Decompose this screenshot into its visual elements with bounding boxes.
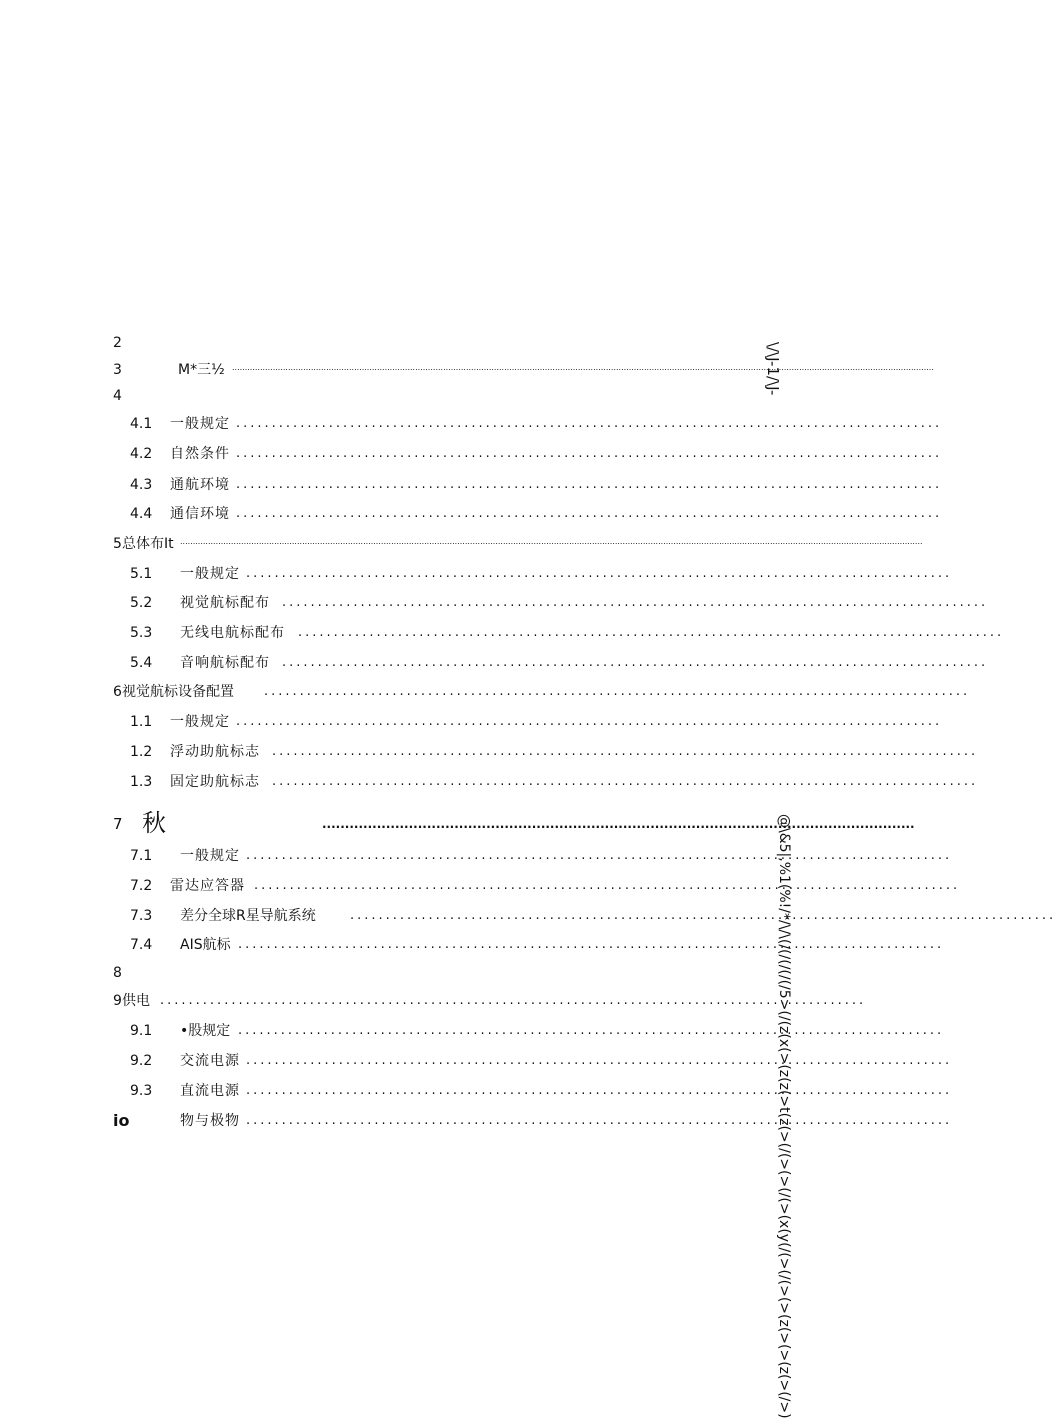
section-number: 7 [113, 815, 123, 833]
section-title: 视觉航标设备配置 [122, 684, 234, 700]
dot-leader: ................................................................................................... [246, 1113, 953, 1128]
section-title: 一般规定 [170, 714, 230, 730]
dot-leader: ................................................................................................... [236, 714, 943, 729]
dot-leader: .................................................................................................................................. [322, 817, 915, 831]
dot-leader: ................................................................................................... [350, 908, 1056, 923]
section-number: 1.1 [130, 714, 153, 730]
dot-leader: ................................................................................................... [282, 595, 989, 610]
section-title: M*三½ [178, 362, 225, 378]
dot-leader: ................................................................................................... [272, 744, 979, 759]
section-title: 交流电源 [180, 1053, 240, 1069]
page-number-column-top: \/\J-1/\J- [764, 342, 782, 396]
section-title: 差分全球R星导航系统 [180, 908, 316, 924]
dot-leader: ................................................................................................... [238, 937, 945, 952]
dot-leader: ................................................................................................... [236, 416, 943, 431]
section-title: 直流电源 [180, 1083, 240, 1099]
section-number: 4 [113, 388, 122, 404]
section-number: 4.1 [130, 416, 153, 432]
dot-leader: ................................................................................................... [246, 566, 953, 581]
section-number: 5.1 [130, 566, 153, 582]
section-number: 3 [113, 362, 122, 378]
toc-entry[interactable] [0, 359, 934, 381]
section-number: 1.2 [130, 744, 153, 760]
page-number-column-bottom: @\&5|,%1(%!/*/\/\(/(/(/(/(/5>(/(z(x(>(z(z(>t(z(>(/(>(>(/(>(x(y(/(>(/(>(>(z(>(>(z(>(/>) [776, 814, 792, 1419]
section-title: 一般规定 [180, 848, 240, 864]
section-title: 固定助航标志 [170, 774, 260, 790]
section-title: 自然条件 [170, 446, 230, 462]
dot-leader: ................................................................................................... [264, 684, 971, 699]
section-number: 7.2 [130, 878, 153, 894]
section-number: 6 [113, 684, 122, 700]
section-number: 5.4 [130, 655, 153, 671]
section-title: 供电 [122, 993, 150, 1009]
dot-leader: ................................................................................................... [236, 446, 943, 461]
dot-leader: ................................................................................................... [238, 1023, 945, 1038]
toc-entry[interactable] [0, 652, 989, 674]
section-number: 7.1 [130, 848, 153, 864]
toc-entry [0, 385, 920, 407]
dot-leader: .................................................................................................................................................................................................................................................................................................... [180, 537, 923, 546]
toc-entry[interactable] [0, 563, 953, 585]
section-title: 视觉航标配布 [180, 595, 270, 611]
dot-leader: ................................................................................................... [282, 655, 989, 670]
toc-entry [0, 332, 920, 354]
section-title: 音响航标配布 [180, 655, 270, 671]
section-title: 物与极物 [180, 1113, 240, 1129]
section-title: 一般规定 [180, 566, 240, 582]
section-number: 8 [113, 965, 122, 981]
toc-entry[interactable] [0, 681, 971, 703]
section-title: •股规定 [180, 1023, 231, 1039]
dot-leader: ................................................................................................... [246, 1083, 953, 1098]
section-number: 1.3 [130, 774, 153, 790]
toc-entry[interactable] [0, 592, 989, 614]
toc-entry[interactable] [0, 443, 943, 465]
section-title: 雷达应答器 [170, 878, 245, 894]
dot-leader: .................................................................................................................................................................................................................................................................................... [232, 363, 934, 372]
dot-leader: ................................................................................................... [254, 878, 961, 893]
section-number: 5.3 [130, 625, 153, 641]
section-number: 9.1 [130, 1023, 153, 1039]
toc-entry[interactable] [0, 533, 923, 555]
section-title: 秋 [142, 809, 167, 837]
toc-entry[interactable] [0, 503, 943, 525]
section-number: 9.2 [130, 1053, 153, 1069]
dot-leader: ................................................................................................... [246, 1053, 953, 1068]
dot-leader: ................................................................................................... [246, 848, 953, 863]
section-title: 浮动助航标志 [170, 744, 260, 760]
section-number: 7.4 [130, 937, 153, 953]
section-number: io [113, 1111, 130, 1130]
toc-entry[interactable] [0, 622, 1005, 644]
toc-entry[interactable] [0, 741, 979, 763]
section-title: 无线电航标配布 [180, 625, 285, 641]
toc-entry[interactable] [0, 474, 943, 496]
section-title: 通信环境 [170, 506, 230, 522]
section-title: 总体布It [122, 536, 174, 552]
dot-leader: ................................................................................................... [298, 625, 1005, 640]
section-number: 5.2 [130, 595, 153, 611]
dot-leader: ................................................................................................... [272, 774, 979, 789]
section-title: 一般规定 [170, 416, 230, 432]
section-number: 5 [113, 536, 122, 552]
toc-entry[interactable] [0, 413, 943, 435]
dot-leader: ................................................................................................... [236, 506, 943, 521]
section-title: 通航环境 [170, 477, 230, 493]
toc-entry[interactable] [0, 771, 979, 793]
toc-entry[interactable] [0, 711, 943, 733]
section-number: 4.4 [130, 506, 153, 522]
dot-leader: ................................................................................................... [236, 477, 943, 492]
section-number: 2 [113, 335, 122, 351]
section-number: 9 [113, 993, 122, 1009]
section-number: 7.3 [130, 908, 153, 924]
section-number: 9.3 [130, 1083, 153, 1099]
dot-leader: ................................................................................................... [160, 993, 867, 1008]
section-number: 4.3 [130, 477, 153, 493]
section-title: AIS航标 [180, 937, 231, 953]
section-number: 4.2 [130, 446, 153, 462]
